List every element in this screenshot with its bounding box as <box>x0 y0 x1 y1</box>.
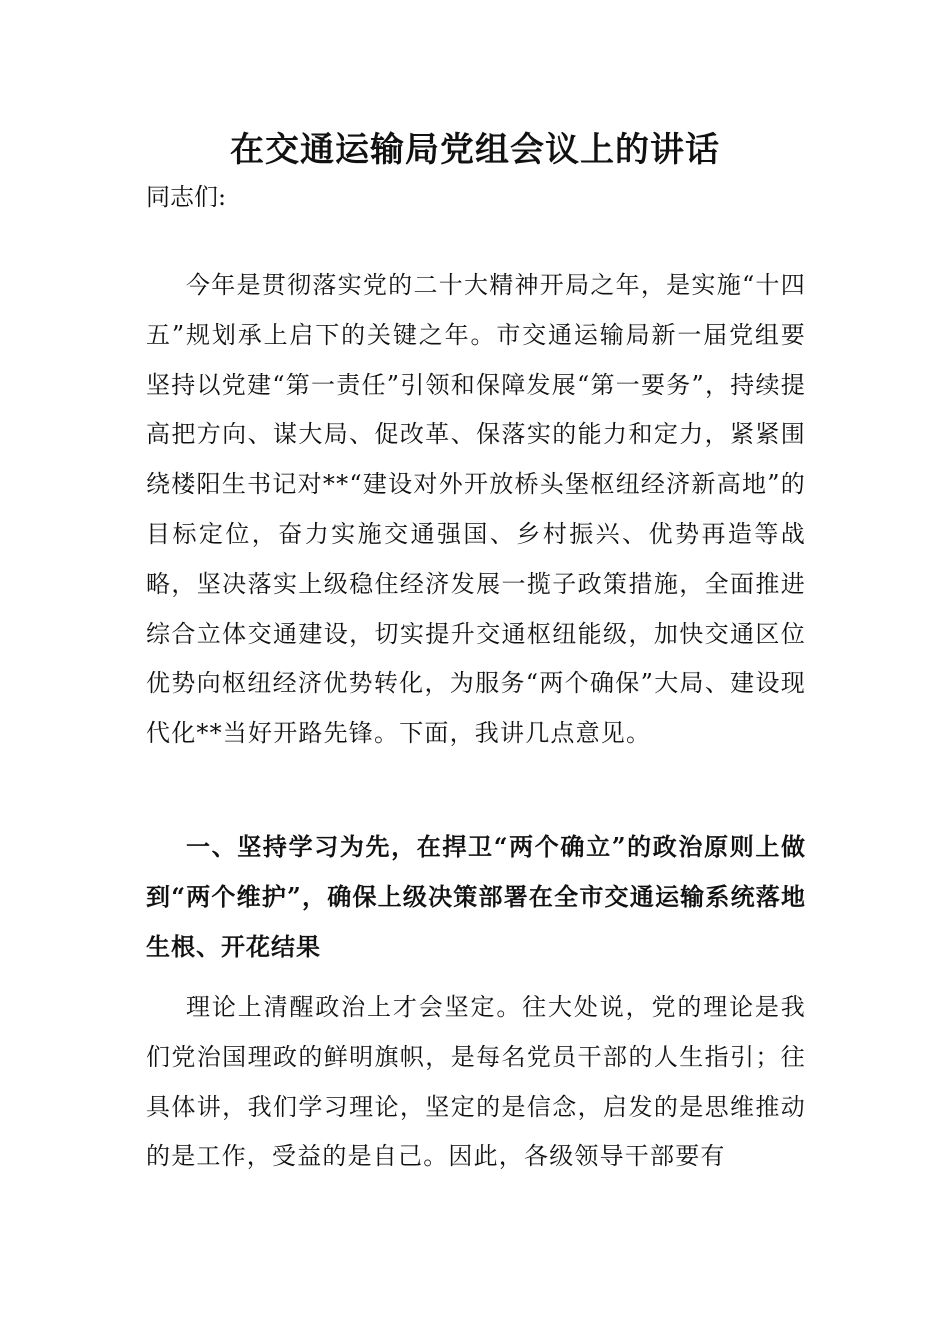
section-heading-1: 一、坚持学习为先，在捍卫“两个确立”的政治原则上做到“两个维护”，确保上级决策部署在全市交通运输系统落地生根、开花结果 <box>146 832 806 961</box>
paragraph-intro: 今年是贯彻落实党的二十大精神开局之年，是实施“十四五”规划承上启下的关键之年。市交通运输局新一届党组要坚持以党建“第一责任”引领和保障发展“第一要务”，持续提高把方向、谋大局、促改革、保落实的能力和定力，紧紧围绕楼阳生书记对**“建设对外开放桥头堡枢纽经济新高地”的目标定位，奋力实施交通强国、乡村振兴、优势再造等战略，坚决落实上级稳住经济发展一揽子政策措施，全面推进综合立体交通建设，切实提升交通枢纽能级，加快交通区位优势向枢纽经济优势转化，为服务“两个确保”大局、建设现代化**当好开路先锋。下面，我讲几点意见。 <box>146 271 806 748</box>
paragraph-theory: 理论上清醒政治上才会坚定。往大处说，党的理论是我们党治国理政的鲜明旗帜，是每名党员干部的人生指引；往具体讲，我们学习理论，坚定的是信念，启发的是思维推动的是工作，受益的是自己。因此，各级领导干部要有 <box>146 993 806 1171</box>
document-title: 在交通运输局党组会议上的讲话 <box>230 130 720 170</box>
greeting: 同志们: <box>146 183 227 211</box>
